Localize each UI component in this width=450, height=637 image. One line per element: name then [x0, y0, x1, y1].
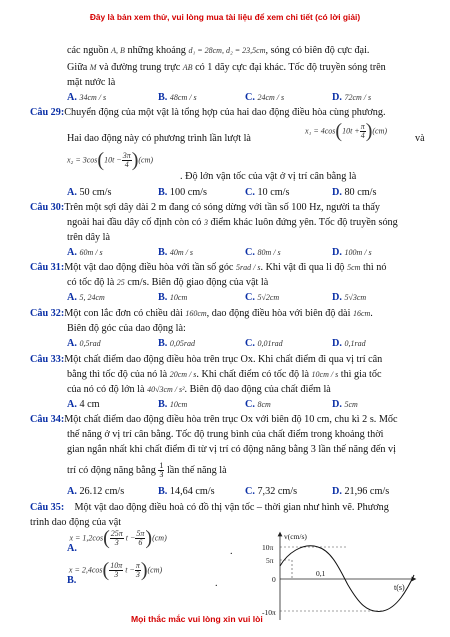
eq-frac: $\frac{\pi}{4}$ — [360, 121, 365, 140]
q29-option-c[interactable] — [245, 186, 289, 200]
eq-lhs: x₂ = 3cos — [67, 155, 98, 165]
q35-line1 — [30, 501, 389, 515]
q33-text3b: . Biên độ dao động của chất điểm là — [184, 384, 331, 395]
q35-eq-b: x = 2,4cos( $\frac{10\pi}{3}$ t − $\frac{\pi}{3}$ )(cm) — [68, 559, 163, 581]
opt-label: B. — [158, 399, 168, 410]
q31-line1 — [30, 261, 386, 275]
preview-header: Đây là bản xem thử, vui lòng mua tài liệu để xem chi tiết (có lời giải) — [89, 12, 361, 22]
opt-value: 100 cm/s — [169, 187, 207, 198]
opt-value: 8cm — [257, 400, 271, 409]
q31-v: 25 — [116, 278, 125, 287]
opt-label: D. — [332, 338, 342, 349]
q28-ab2: AB — [182, 63, 193, 72]
opt-value: 80m / s — [257, 248, 281, 257]
opt-value: 100m / s — [344, 248, 372, 257]
q28-line3: mặt nước là — [67, 77, 116, 88]
q28-option-b[interactable] — [158, 91, 197, 105]
tick-0: 0 — [272, 575, 276, 584]
q33-line1 — [30, 353, 382, 367]
opt-label: A. — [67, 187, 77, 198]
opt-label: D. — [332, 486, 342, 497]
q31-line2 — [67, 276, 268, 290]
opt-label: C. — [245, 92, 255, 103]
q30-text3: trên dây là — [67, 232, 110, 243]
q33-option-b[interactable] — [158, 398, 187, 412]
q32-number: Câu 32: — [30, 308, 65, 319]
tick-t01: 0,1 — [316, 569, 326, 578]
opt-value: 10 cm/s — [257, 187, 290, 198]
opt-value: 0,01rad — [257, 339, 283, 348]
opt-value: 14,64 cm/s — [169, 486, 215, 497]
q29-option-a[interactable] — [67, 186, 111, 200]
q33-text2c: thì gia tốc — [340, 369, 382, 380]
q31-text1c: thì nó — [362, 262, 387, 273]
opt-label: A. — [67, 338, 77, 349]
q32-option-c[interactable] — [245, 337, 283, 351]
q28-line1 — [67, 44, 369, 58]
q35-text2: trình dao động của vật — [30, 517, 122, 528]
q35-number: Câu 35: — [30, 502, 65, 513]
opt-value: 24cm / s — [257, 93, 285, 102]
q33-vmax: 20cm / s — [169, 370, 197, 379]
q31-text2a: có tốc độ là — [67, 277, 115, 288]
eq-lhs: x₁ = 4cos — [305, 126, 336, 136]
q32-option-b[interactable] — [158, 337, 195, 351]
q31-text1b: . Khi vật đi qua li độ — [260, 262, 345, 273]
opt-label: B. — [158, 338, 168, 349]
q34-option-b[interactable] — [158, 485, 215, 499]
opt-label: A. — [67, 92, 77, 103]
q28-m: M — [89, 63, 97, 72]
opt-value: 21,96 cm/s — [344, 486, 390, 497]
q34-text4b: lần thế năng là — [166, 464, 227, 476]
q30-text2a: ngoài hai đầu dây cố định còn có — [67, 217, 202, 228]
q35-text1: Một vật dao động điều hoà có đồ thị vận tốc – thời gian như hình vẽ. Phương — [74, 502, 389, 513]
q33-line2 — [67, 368, 382, 382]
q34-option-c[interactable] — [245, 485, 297, 499]
q29-eq2: x₂ = 3cos(10t − $\frac{3\pi}{4}$ )(cm) — [67, 149, 154, 171]
opt-value: 5cm — [344, 400, 358, 409]
opt-value: 5√2cm — [257, 293, 280, 302]
t-axis-label: t(s) — [394, 583, 405, 592]
q33-line3 — [67, 383, 331, 397]
opt-value: 10cm — [169, 293, 188, 302]
q30-text1: Trên một sợi dây dài 2 m đang có sóng dừng với tần số 100 Hz, người ta thấy — [64, 202, 380, 213]
opt-label: B. — [158, 92, 168, 103]
q34-text4a: trí có động năng bằng — [67, 464, 156, 476]
q29-eq1: x₁ = 4cos(10t + $\frac{\pi}{4}$ )(cm) — [305, 120, 388, 142]
q30-option-b[interactable] — [158, 246, 193, 260]
q33-text2a: bằng thì tốc độ của nó là — [67, 369, 168, 380]
q29-text1: Chuyển động của một vật là tổng hợp của hai dao động điều hòa cùng phương. — [64, 107, 386, 118]
q31-option-d[interactable] — [332, 291, 366, 305]
q30-line1 — [30, 201, 380, 215]
opt-label: D. — [332, 292, 342, 303]
opt-value: 5√3cm — [344, 293, 367, 302]
opt-label: C. — [245, 187, 255, 198]
opt-value: 34cm / s — [79, 93, 107, 102]
opt-label: D. — [332, 247, 342, 258]
q34-option-a[interactable] — [67, 485, 124, 499]
opt-label: B. — [158, 486, 168, 497]
preview-footer: Mọi thắc mắc vui lòng xin vui lòi — [131, 614, 263, 624]
q29-line1 — [30, 106, 386, 120]
q28-text-mid: những khoảng — [127, 45, 186, 56]
opt-label: B. — [158, 247, 168, 258]
opt-label: C. — [245, 292, 255, 303]
eq-unit: (cm) — [372, 126, 388, 136]
q31-text2b: cm/s. Biên độ giao động của vật là — [127, 277, 269, 288]
q32-line1: Câu 32:Một con lắc đơn có chiều dài 160cm, dao động điều hòa với biên độ dài 16cm. — [30, 308, 373, 319]
q34-line1 — [30, 413, 398, 427]
opt-label: D. — [332, 92, 342, 103]
q33-option-d[interactable] — [332, 398, 358, 412]
opt-label: C. — [245, 399, 255, 410]
tick-10pi: 10π — [262, 543, 274, 552]
q29-and: và — [415, 133, 425, 144]
q30-option-a[interactable] — [67, 246, 103, 260]
opt-label: A. — [67, 292, 77, 303]
q29-text2: Hai dao động này có phương trình lần lượt là — [67, 133, 251, 144]
opt-label: A. — [67, 486, 77, 497]
q32-text2: Biên độ góc của dao động là: — [67, 323, 186, 334]
q34-fraction: $\frac{1}{3}$ — [159, 461, 164, 479]
q33-text2b: . Khi chất điểm có tốc độ là — [196, 369, 309, 380]
q28-line2 — [67, 61, 386, 75]
q30-number: Câu 30: — [30, 202, 65, 213]
q31-option-c[interactable] — [245, 291, 279, 305]
q34-text1: Một chất điểm dao động điều hòa trên trục Ox với biên độ 10 cm, chu kì 2 s. Mốc — [64, 414, 398, 425]
opt-label: B. — [67, 575, 77, 586]
q34-option-d[interactable] — [332, 485, 389, 499]
opt-value: 0,1rad — [344, 339, 366, 348]
opt-value: 50 cm/s — [79, 187, 112, 198]
opt-label: D. — [332, 187, 342, 198]
opt-value: 0,05rad — [169, 339, 196, 348]
q28-text2-mid: và đường trung trực — [99, 62, 181, 73]
q28-text: các nguồn — [67, 45, 109, 56]
opt-value: 48cm / s — [169, 93, 197, 102]
eq-unit: (cm) — [138, 155, 154, 165]
q29-text3: . Độ lớn vận tốc của vật ở vị trí cân bằng là — [180, 171, 357, 182]
q31-text1a: Một vật dao động điều hòa với tần số góc — [64, 262, 234, 273]
opt-value: 4 cm — [79, 399, 100, 410]
opt-label: A. — [67, 399, 77, 410]
q33-v: 10cm / s — [311, 370, 339, 379]
eq-frac: $\frac{3\pi}{4}$ — [122, 150, 131, 169]
opt-label: B. — [158, 187, 168, 198]
q34-number: Câu 34: — [30, 414, 65, 425]
q32-option-a[interactable] — [67, 337, 101, 351]
opt-label: D. — [332, 399, 342, 410]
q28-distances: d₁ = 28cm, d₂ = 23,5cm — [188, 46, 266, 55]
q34-line4 — [67, 462, 227, 479]
q30-text2b: điểm khác luôn đứng yên. Tốc độ truyền sóng — [210, 217, 398, 228]
opt-label: C. — [245, 486, 255, 497]
q28-text2-post: có 1 dãy cực đại khác. Tốc độ truyền sóng trên — [195, 62, 386, 73]
opt-value: 26.12 cm/s — [79, 486, 125, 497]
q32-text1b: , dao động điều hòa với biên độ dài — [206, 308, 351, 319]
q35-option-a[interactable] — [67, 528, 167, 556]
opt-value: 10cm — [169, 400, 188, 409]
q31-omega: 5rad / s — [236, 263, 261, 272]
opt-value: 72cm / s — [344, 93, 372, 102]
tick-neg10pi: -10π — [262, 608, 276, 617]
tick-5pi: 5π — [266, 556, 274, 565]
q29-option-d[interactable] — [332, 186, 376, 200]
q30-option-d[interactable] — [332, 246, 372, 260]
v-axis-label: v(cm/s) — [284, 532, 307, 541]
q33-text1: Một chất điểm dao động điều hòa trên trục Ox. Khi chất điểm đi qua vị trí cân — [64, 354, 383, 365]
eq-arg: 10t − — [104, 155, 122, 165]
opt-value: 40m / s — [169, 248, 194, 257]
q29-option-b[interactable] — [158, 186, 207, 200]
q30-count: 3 — [203, 218, 208, 227]
q33-number: Câu 33: — [30, 354, 65, 365]
q31-x: 5cm — [347, 263, 361, 272]
opt-label: B. — [158, 292, 168, 303]
opt-value: 60m / s — [79, 248, 103, 257]
q28-option-d[interactable] — [332, 91, 371, 105]
q31-number: Câu 31: — [30, 262, 65, 273]
q33-option-c[interactable] — [245, 398, 271, 412]
q28-text-post: , sóng có biên độ cực đại. — [265, 45, 370, 56]
opt-label: A. — [67, 247, 77, 258]
opt-label: A. — [67, 543, 77, 554]
opt-value: 7,32 cm/s — [257, 486, 298, 497]
q30-option-c[interactable] — [245, 246, 281, 260]
q29-number: Câu 29: — [30, 107, 65, 118]
opt-label: C. — [245, 338, 255, 349]
opt-value: 5, 24cm — [79, 293, 105, 302]
q28-text2: Giữa — [67, 62, 88, 73]
q32-arc: 16cm — [352, 309, 371, 318]
q34-text3: gian ngắn nhất khi chất điểm đi từ vị trí có động năng bằng 3 lần thế năng đến vị — [67, 444, 396, 455]
q33-text3a: của nó có độ lớn là — [67, 384, 145, 395]
opt-value: 0,5rad — [79, 339, 101, 348]
q32-length: 160cm — [185, 309, 207, 318]
q35-eq-a: x = 1,2cos( $\frac{25\pi}{3}$ t − $\frac{5\pi}{6}$ )(cm) — [69, 527, 167, 549]
opt-label: C. — [245, 247, 255, 258]
q28-option-c[interactable] — [245, 91, 284, 105]
q33-option-a[interactable] — [67, 398, 100, 412]
opt-value: 80 cm/s — [344, 187, 377, 198]
q33-accel: 40√3cm / s² — [147, 385, 185, 394]
q31-option-a[interactable] — [67, 291, 105, 305]
q35-velocity-graph — [262, 530, 438, 622]
q28-ab: A, B — [111, 46, 125, 55]
q28-option-a[interactable] — [67, 91, 106, 105]
q35-option-b[interactable] — [67, 560, 162, 588]
q34-text2: thế năng ở vị trí cân bằng. Tốc độ trung bình của chất điểm trong khoảng thời — [67, 429, 384, 440]
q32-text1a: Một con lắc đơn có chiều dài — [64, 308, 183, 319]
q30-line2 — [67, 216, 398, 230]
q32-option-d[interactable] — [332, 337, 366, 351]
q31-option-b[interactable] — [158, 291, 187, 305]
eq-arg: 10t + — [342, 126, 360, 136]
